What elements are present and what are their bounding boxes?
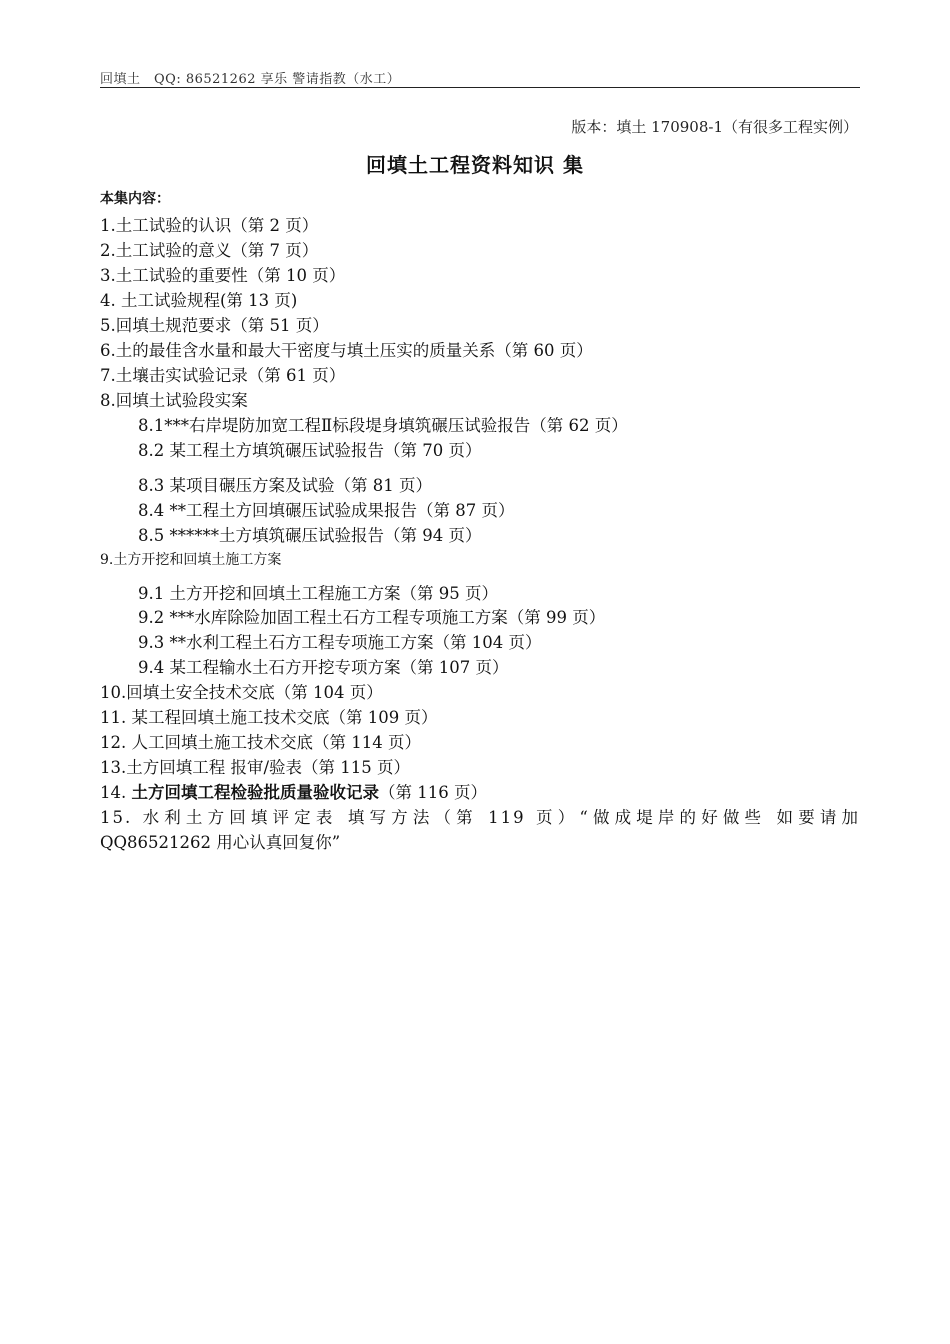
toc-item: 3.土工试验的重要性（第 10 页） xyxy=(100,266,346,285)
toc-subitem: 9.1 土方开挖和回填土工程施工方案（第 95 页） xyxy=(138,584,498,603)
toc-intro: 本集内容： xyxy=(100,191,170,207)
version-line: 版本：填土 170908-1（有很多工程实例） xyxy=(571,118,858,136)
toc-subitem: 8.2 某工程土方填筑碾压试验报告（第 70 页） xyxy=(138,441,482,460)
toc-subitem: 8.5 ******土方填筑碾压试验报告（第 94 页） xyxy=(138,526,482,545)
toc-item-14-title: 土方回填工程检验批质量验收记录 xyxy=(131,783,379,802)
page-header: 回填土 QQ: 86521262 享乐 警请指教（水工） xyxy=(100,72,401,87)
toc-item: 11. 某工程回填土施工技术交底（第 109 页） xyxy=(100,708,438,727)
toc-item: 6.土的最佳含水量和最大干密度与填土压实的质量关系（第 60 页） xyxy=(100,341,593,360)
toc-item: 1.土工试验的认识（第 2 页） xyxy=(100,216,319,235)
toc-item: 13.土方回填工程 报审/验表（第 115 页） xyxy=(100,758,411,777)
toc-item-14-page: （第 116 页） xyxy=(379,783,487,802)
toc-subitem: 8.4 **工程土方回填碾压试验成果报告（第 87 页） xyxy=(138,501,515,520)
toc-item-15-line2: QQ86521262 用心认真回复你” xyxy=(100,833,341,852)
document-title: 回填土工程资料知识 集 xyxy=(366,153,584,177)
toc-subitem: 9.2 ***水库除险加固工程土石方工程专项施工方案（第 99 页） xyxy=(138,608,606,627)
toc-item-14 xyxy=(100,779,487,803)
toc-subitem: 9.3 **水利工程土石方工程专项施工方案（第 104 页） xyxy=(138,633,542,652)
toc-subitem: 9.4 某工程输水土石方开挖专项方案（第 107 页） xyxy=(138,658,509,677)
toc-item: 7.土壤击实试验记录（第 61 页） xyxy=(100,366,346,385)
header-rule xyxy=(100,87,860,88)
toc-item: 4. 土工试验规程(第 13 页) xyxy=(100,291,298,310)
toc-subitem: 8.1***右岸堤防加宽工程Ⅱ标段堤身填筑碾压试验报告（第 62 页） xyxy=(138,416,628,435)
toc-item: 10.回填土安全技术交底（第 104 页） xyxy=(100,683,383,702)
toc-item: 5.回填土规范要求（第 51 页） xyxy=(100,316,329,335)
toc-item: 8.回填土试验段实案 xyxy=(100,391,248,410)
toc-item-15-line1: 15. 水利土方回填评定表 填写方法（第 119 页）“做成堤岸的好做些 如要请加 xyxy=(100,808,860,827)
toc-item: 12. 人工回填土施工技术交底（第 114 页） xyxy=(100,733,421,752)
toc-item: 2.土工试验的意义（第 7 页） xyxy=(100,241,319,260)
toc-item: 9.土方开挖和回填土施工方案 xyxy=(100,552,282,568)
toc-subitem: 8.3 某项目碾压方案及试验（第 81 页） xyxy=(138,476,432,495)
toc-item-14-number: 14. xyxy=(100,783,132,802)
